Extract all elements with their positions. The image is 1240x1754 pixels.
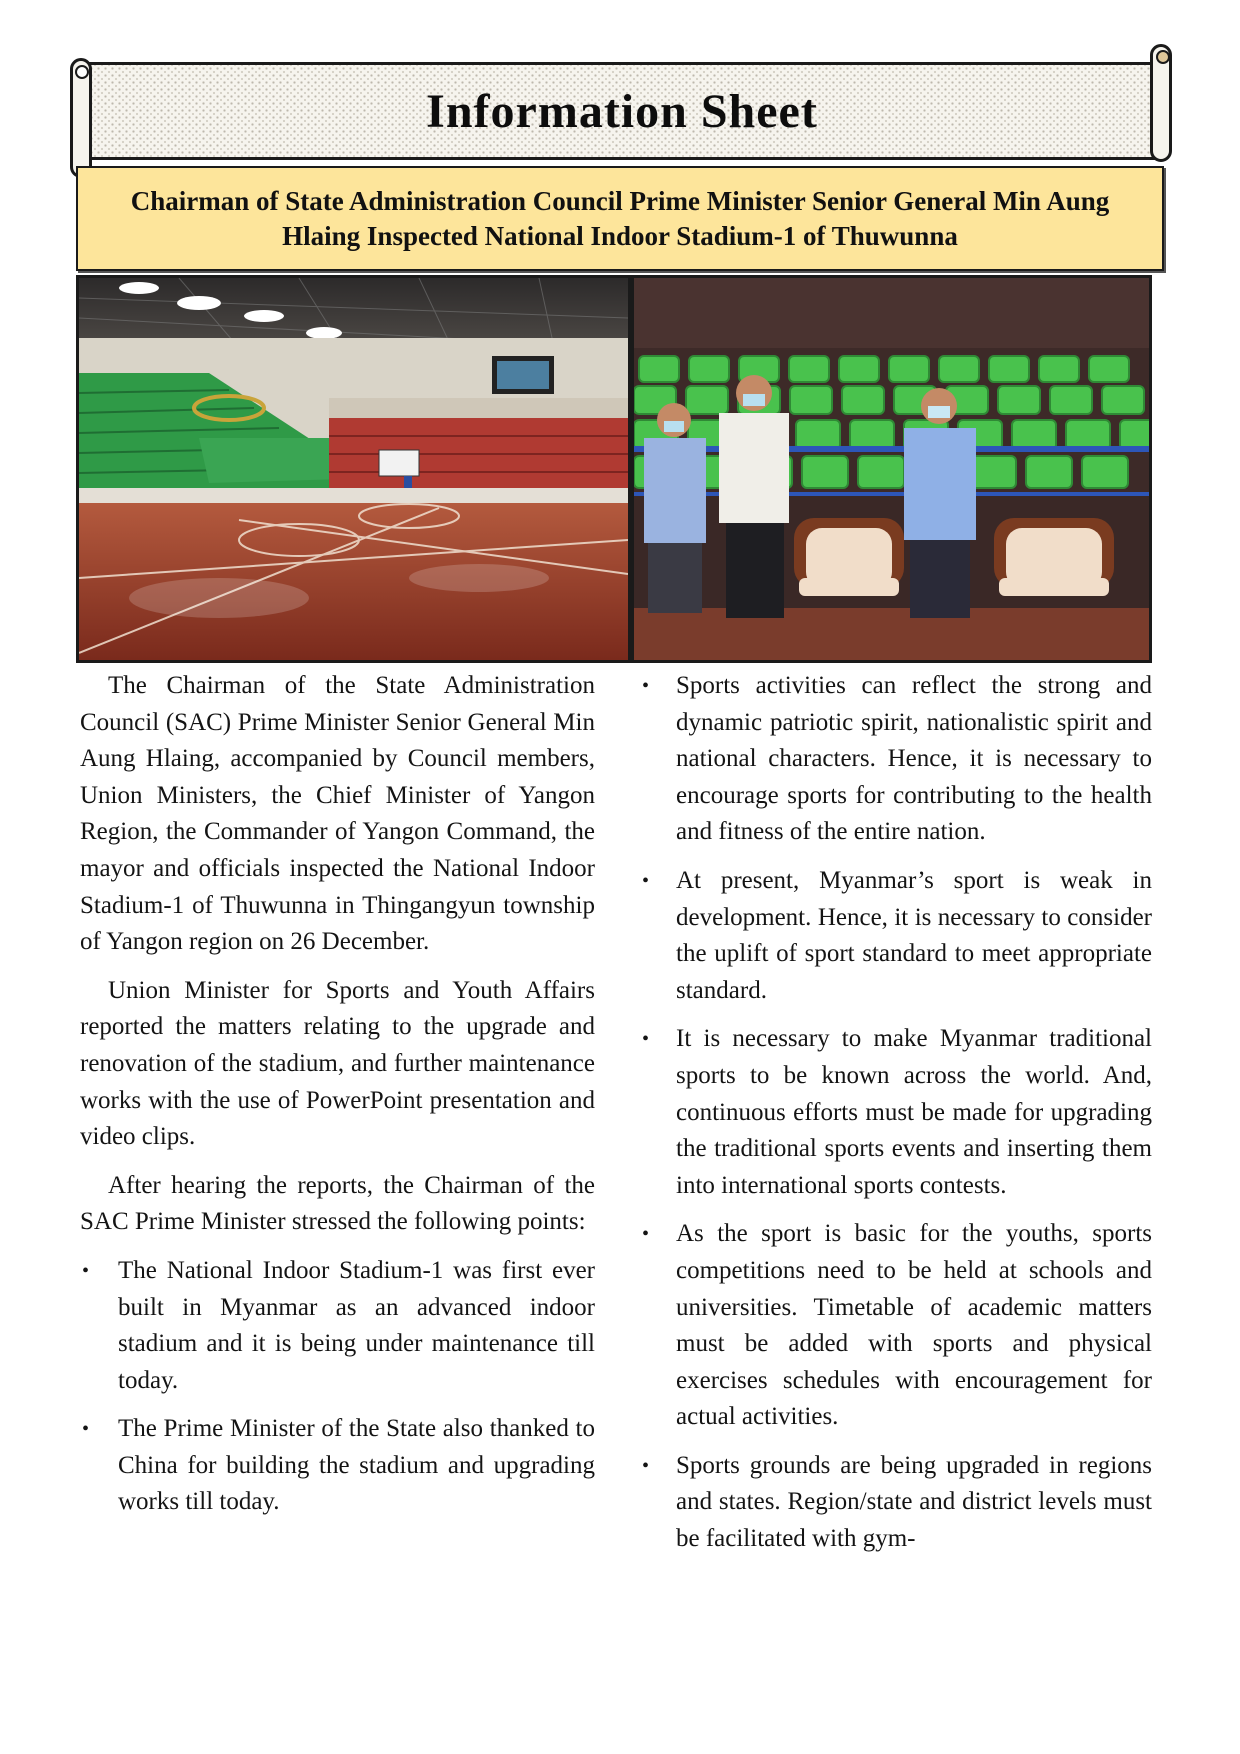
bullet-icon: • xyxy=(642,1223,650,1246)
bullet-icon: • xyxy=(642,869,650,892)
left-column xyxy=(80,668,595,1533)
right-column xyxy=(640,668,1152,1570)
bullet-icon: • xyxy=(642,675,650,697)
list-item: • It is necessary to make Myanmar traditional sports to be known across the world. And, continuous efforts must be made for upgrading the traditional sports events and inserting them into international sports contests. xyxy=(640,1021,1152,1204)
bullet-icon: • xyxy=(642,1454,650,1477)
list-item: • Sports activities can reflect the strong and dynamic patriotic spirit, nationalistic spirit and national characters. Hence, it is necessary to encourage sports for contributing to the health and fitness of the entire nation. xyxy=(640,668,1152,851)
intro-paragraph: The Chairman of the State Administration Council (SAC) Prime Minister Senior General Min Aung Hlaing, accompanied by Council members, Union Ministers, the Chief Minister of Yangon Region, the Commander of Yangon Command, the mayor and officials inspected the National Indoor Stadium-1 of Thuwunna in Thingangyun township of Yangon region on 26 December. xyxy=(80,672,595,956)
points-intro-paragraph: After hearing the reports, the Chairman of the SAC Prime Minister stressed the following points: xyxy=(80,1171,595,1236)
photo-strip xyxy=(76,275,1152,663)
stadium-interior-photo xyxy=(79,278,628,660)
officials-inspecting-photo xyxy=(634,278,1149,660)
report-paragraph: Union Minister for Sports and Youth Affairs reported the matters relating to the upgrade and renovation of the stadium, and further maintenance works with the use of PowerPoint presentation and video clips. xyxy=(80,976,595,1151)
bullet-icon: • xyxy=(642,1028,650,1051)
left-bullet-list xyxy=(80,1253,595,1521)
bullet-icon: • xyxy=(82,1259,90,1282)
headline-box xyxy=(76,166,1164,271)
list-item: • At present, Myanmar’s sport is weak in development. Hence, it is necessary to consider the uplift of sport standard to meet appropriate standard. xyxy=(640,863,1152,1009)
bullet-icon: • xyxy=(82,1418,90,1441)
list-item: • The Prime Minister of the State also thanked to China for building the stadium and upgrading works till today. xyxy=(80,1411,595,1521)
headline: Chairman of State Administration Council Prime Minister Senior General Min Aung Hlaing Inspected National Indoor Stadium-1 of Thuwunna xyxy=(130,185,1110,251)
list-item: • As the sport is basic for the youths, sports competitions need to be held at schools and universities. Timetable of academic matters must be added with sports and physical exercises schedules with encouragement for actual activities. xyxy=(640,1216,1152,1436)
list-item: • The National Indoor Stadium-1 was first ever built in Myanmar as an advanced indoor stadium and it is being under maintenance till today. xyxy=(80,1253,595,1399)
list-item: • Sports grounds are being upgraded in regions and states. Region/state and district levels must be facilitated with gym- xyxy=(640,1448,1152,1558)
right-bullet-list xyxy=(640,668,1152,1558)
page-title: Information Sheet xyxy=(426,84,818,138)
